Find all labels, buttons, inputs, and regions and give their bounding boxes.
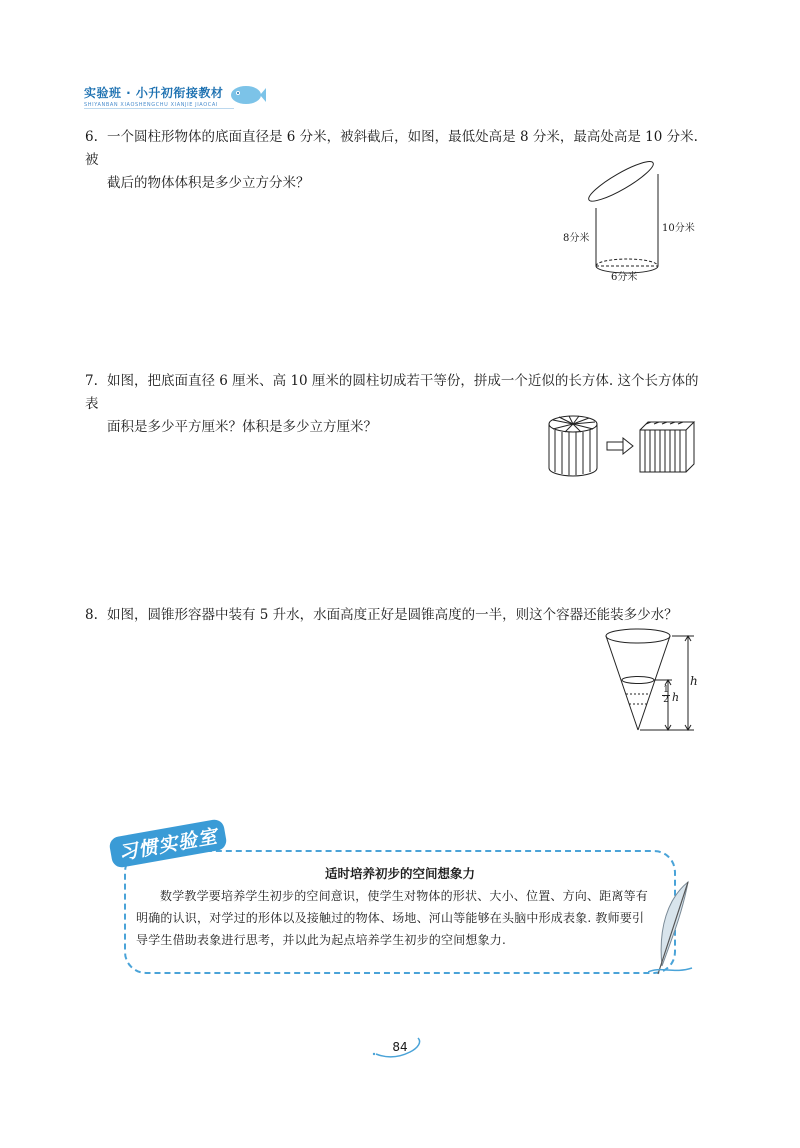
fraction-numerator: 1 [663,685,669,695]
habit-lab-title: 习惯实验室 [108,818,228,869]
question-text: 如图，圆锥形容器中装有 5 升水，水面高度正好是圆锥高度的一半，则这个容器还能装多少水？ [107,607,678,623]
question-number: 8. [85,607,98,623]
habit-lab-heading: 适时培养初步的空间想象力 [324,866,475,881]
label-8dm: 8分米 [563,233,590,244]
label-10dm: 10分米 [662,223,695,234]
question-text-cont: 面积是多少平方厘米？体积是多少立方厘米？ [107,419,377,435]
fish-logo-icon [226,82,266,108]
question-text: 如图，把底面直径 6 厘米、高 10 厘米的圆柱切成若干等份，拼成一个近似的长方体. 这个长方体的表 [85,373,699,412]
label-half-h: h [672,691,680,704]
fraction-denominator: 2 [663,695,669,705]
cylinder-to-cuboid-figure [545,410,705,480]
habit-lab-text: 数学教学要培养学生初步的空间意识，使学生对物体的形状、大小、位置、方向、距离等有明确的认识，对学过的形体以及接触过的物体、场地、河山等能够在头脑中形成表象. 教师要引导学生借助表象进行思考，并以此为起点培养学生初步的空间想象力. [136,889,649,947]
header-divider [84,108,234,109]
question-number: 7. [85,373,98,389]
question-text-cont: 截后的物体体积是多少立方分米？ [107,175,310,191]
feather-icon [648,878,698,978]
label-6dm: 6分米 [611,272,638,283]
label-half [662,686,670,705]
brand-title: 实验班 · 小升初衔接教材 [84,86,224,100]
question-text: 一个圆柱形物体的底面直径是 6 分米，被斜截后，如图，最低处高是 8 分米，最高处高是 10 分米. 被 [85,129,698,168]
page-number: 84 [392,1040,408,1054]
label-h: h [690,674,698,688]
brand-subtitle: SHIYANBAN XIAOSHENGCHU XIANJIE JIAOCAI [84,102,218,108]
page-number-swirl-icon [372,1036,432,1060]
question-number: 6. [85,129,98,145]
header-brand [84,84,223,108]
